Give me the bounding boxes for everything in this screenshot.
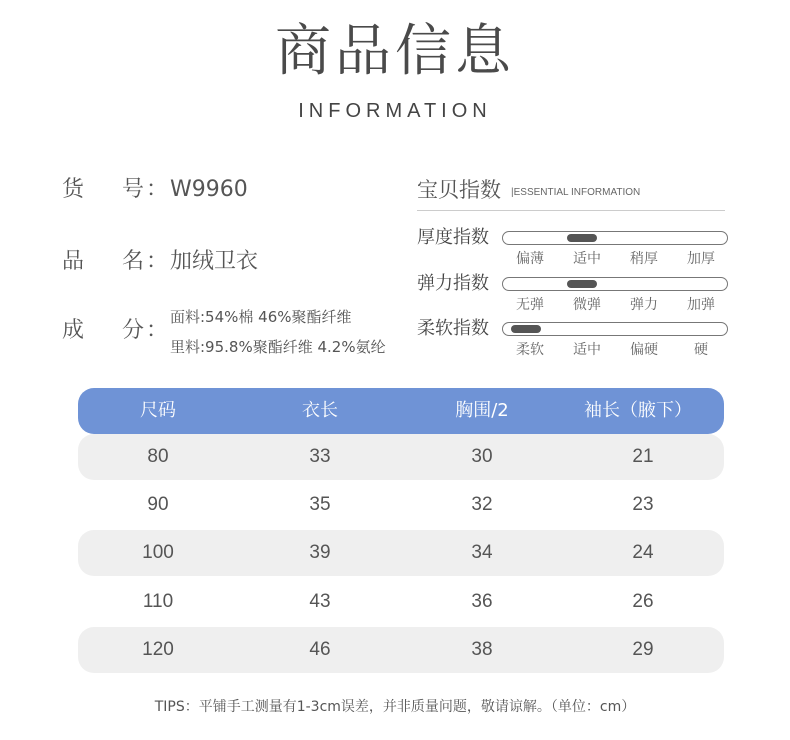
table-cell: 30 [471,446,493,467]
name-colon: ： [146,249,169,274]
index-option: 无弹 [516,297,544,313]
index-option: 弹力 [630,297,658,313]
index-option: 偏硬 [630,342,658,358]
indices-divider [417,210,725,211]
indices-title: 宝贝指数 [417,178,501,202]
table-row [78,530,724,576]
table-cell: 33 [309,446,331,467]
index-label: 弹力指数 [417,273,489,294]
table-cell: 29 [632,638,654,660]
index-option: 微弹 [573,297,601,313]
table-cell: 120 [142,638,174,660]
sku-label-char-2: 号 [122,177,145,202]
index-option: 稍厚 [630,251,658,267]
index-slider-knob [567,280,597,288]
table-cell: 32 [471,494,493,516]
index-option: 柔软 [516,342,544,358]
page-title: 商品信息 [275,19,515,84]
index-option: 硬 [694,342,708,358]
table-row [78,627,724,673]
name-label-char-2: 名 [122,249,145,274]
composition-label-char-2: 分 [122,318,145,343]
column-header-chest: 胸围/2 [455,400,509,421]
composition-label-char-1: 成 [62,318,85,343]
index-option: 加厚 [687,251,715,267]
table-cell: 110 [142,590,174,612]
table-cell: 24 [632,542,654,564]
table-cell: 21 [632,446,654,467]
column-header-length: 衣长 [302,400,338,421]
name-label-char-1: 品 [62,249,85,274]
index-option: 适中 [573,342,601,358]
column-header-sleeve: 袖长（腋下） [584,400,692,421]
table-cell: 46 [309,638,331,660]
index-label: 厚度指数 [417,227,489,248]
index-slider-track [502,322,728,336]
table-cell: 35 [309,494,331,516]
sku-label-char-1: 货 [62,177,85,202]
table-row [78,482,724,528]
table-cell: 39 [309,542,331,564]
sku-colon: ： [146,177,169,202]
table-row [78,434,724,480]
composition-line-1: 面料:54%棉 46%聚酯纤维 [170,308,352,326]
size-table-header [78,388,724,434]
indices-title-en: |ESSENTIAL INFORMATION [511,187,641,198]
tips-note: TIPS：平铺手工测量有1-3cm误差，并非质量问题，敬请谅解。（单位：cm） [154,699,636,715]
index-option: 偏薄 [516,251,544,267]
index-label: 柔软指数 [417,318,489,339]
index-option: 加弹 [687,297,715,313]
table-cell: 90 [147,494,169,516]
index-slider-knob [511,325,541,333]
index-slider-track [502,231,728,245]
index-slider-knob [567,234,597,242]
name-value: 加绒卫衣 [170,249,259,274]
table-cell: 34 [471,542,493,564]
table-cell: 43 [309,590,331,612]
composition-line-2: 里料:95.8%聚酯纤维 4.2%氨纶 [170,338,386,356]
table-cell: 38 [471,638,493,660]
table-cell: 100 [142,542,174,564]
table-row [78,579,724,625]
index-option: 适中 [573,251,601,267]
index-slider-track [502,277,728,291]
page-subtitle: INFORMATION [298,100,492,122]
table-cell: 26 [632,590,654,612]
table-cell: 36 [471,590,493,612]
table-cell: 80 [147,446,169,467]
composition-colon: ： [146,318,169,343]
table-cell: 23 [632,494,654,516]
sku-value: W9960 [170,177,248,202]
column-header-size: 尺码 [140,400,176,421]
